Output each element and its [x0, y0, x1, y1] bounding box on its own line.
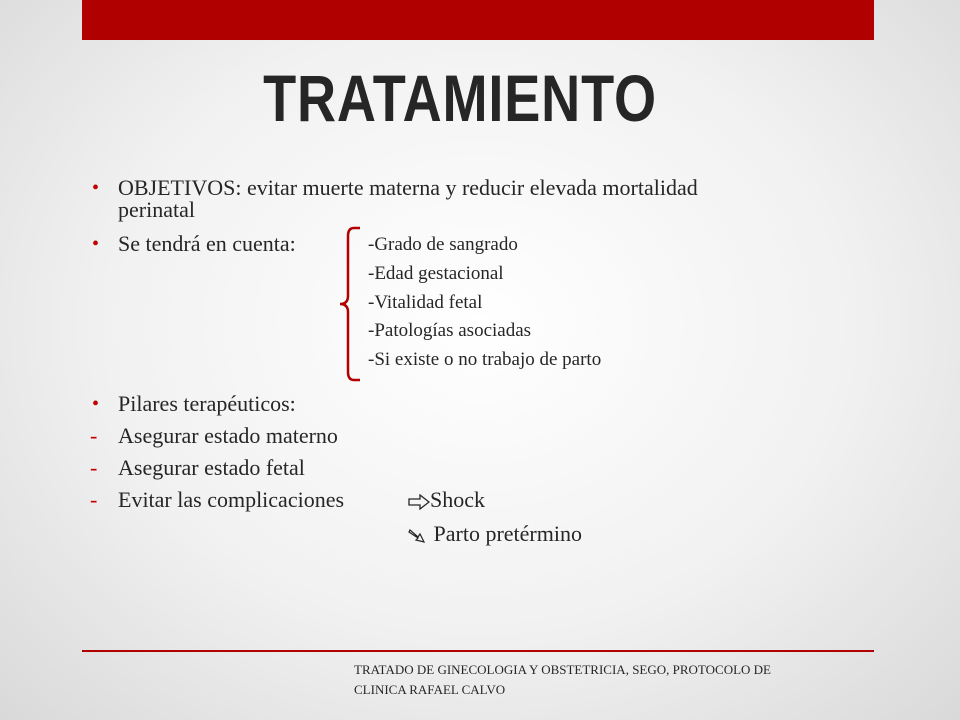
- down-right-arrow-icon: [408, 527, 428, 545]
- footer-line: CLINICA RAFAEL CALVO: [354, 682, 506, 697]
- bullet-marker: •: [92, 177, 100, 199]
- slide-title: TRATAMIENTO: [263, 61, 657, 135]
- complication-preterm: [408, 522, 582, 546]
- right-arrow-icon: [408, 494, 430, 510]
- dash-marker: -: [90, 423, 98, 448]
- bullet-marker: •: [92, 393, 100, 415]
- objectives-text-line1: OBJETIVOS: evitar muerte materna y reducir elevada mortalidad: [118, 175, 698, 200]
- curly-brace-icon: [334, 226, 364, 384]
- pillar-item: Asegurar estado fetal: [118, 455, 305, 480]
- factor-item: -Grado de sangrado: [368, 234, 518, 255]
- footer-citation: [354, 660, 894, 700]
- factor-item: -Si existe o no trabajo de parto: [368, 349, 602, 370]
- top-accent-bar: [82, 0, 874, 40]
- pillar-item: Evitar las complicaciones: [118, 487, 345, 512]
- complication-label: Parto pretérmino: [433, 521, 582, 546]
- complication-label: Shock: [430, 487, 485, 512]
- footer-line: TRATADO DE GINECOLOGIA Y OBSTETRICIA, SEGO, PROTOCOLO DE: [354, 662, 771, 677]
- objectives-text-line2: perinatal: [118, 197, 195, 222]
- pillars-heading: Pilares terapéuticos:: [118, 391, 296, 416]
- considerations-label: Se tendrá en cuenta:: [118, 231, 296, 256]
- pillar-item: Asegurar estado materno: [118, 423, 338, 448]
- factor-item: -Edad gestacional: [368, 263, 504, 284]
- factor-item: -Vitalidad fetal: [368, 292, 483, 313]
- bullet-marker: •: [92, 233, 100, 255]
- footer-divider: [82, 650, 874, 652]
- dash-marker: -: [90, 487, 98, 512]
- factor-item: -Patologías asociadas: [368, 320, 532, 341]
- dash-marker: -: [90, 455, 98, 480]
- complication-shock: [408, 488, 485, 512]
